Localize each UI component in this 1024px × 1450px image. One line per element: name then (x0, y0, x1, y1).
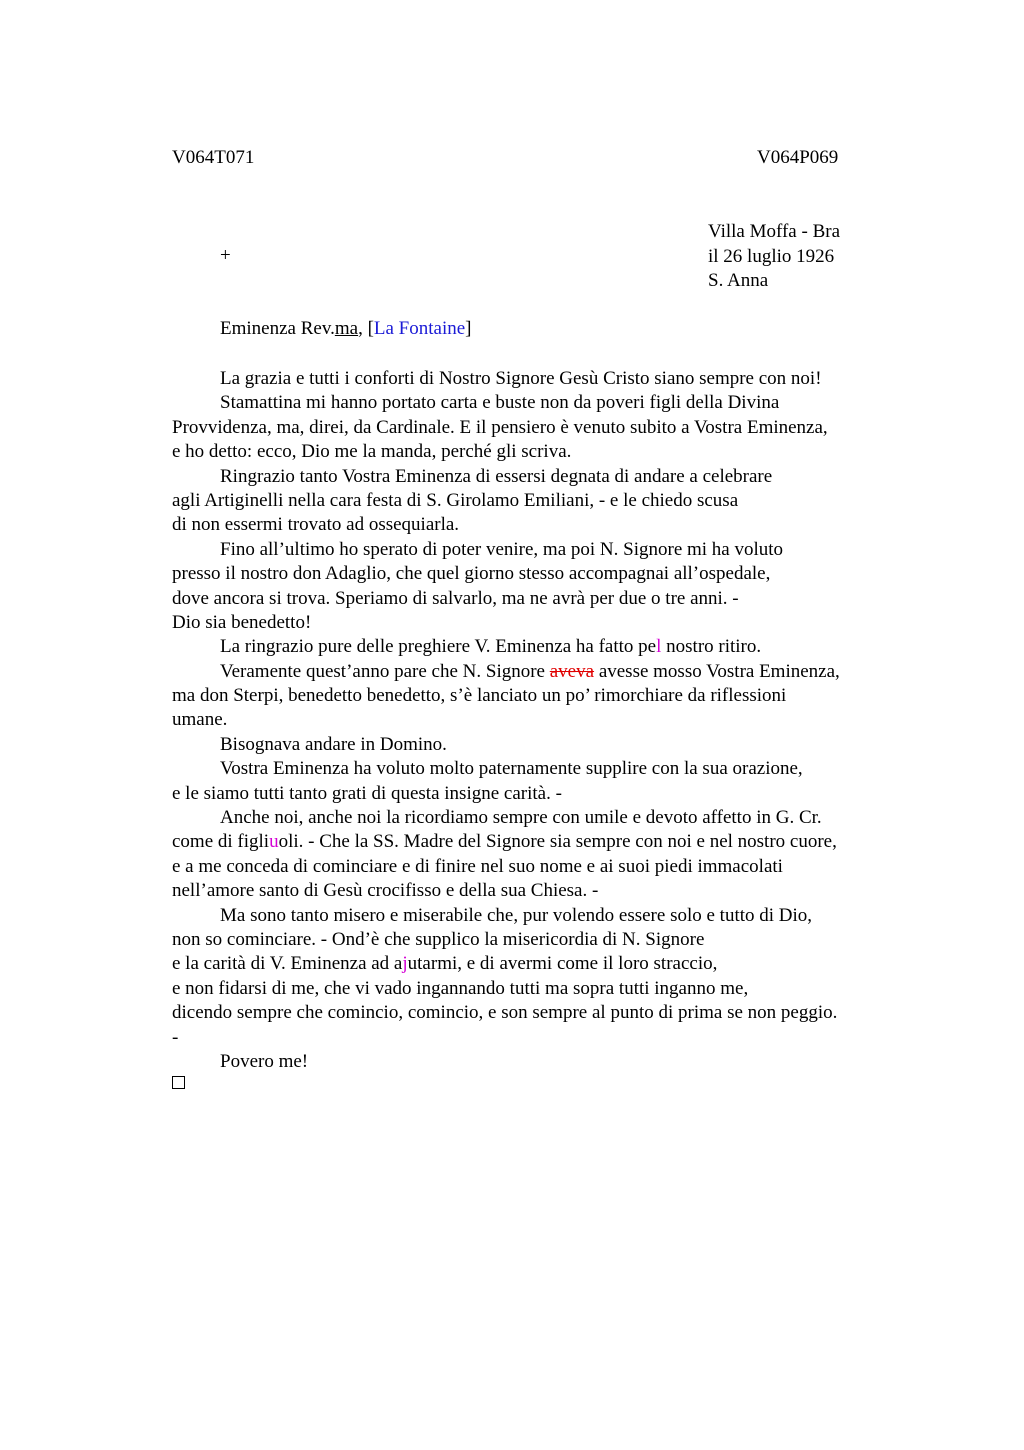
text-line (172, 660, 912, 684)
recipient-name-link[interactable]: La Fontaine (373, 318, 466, 339)
salutation-sep: , [ (358, 318, 374, 339)
text-line: e le siamo tutti tanto grati di questa insigne carità. - (172, 782, 562, 804)
text-line: e non fidarsi di me, che vi vado ingannando tutti ma sopra tutti inganno me, (172, 977, 749, 999)
text-line: - (172, 1026, 179, 1048)
editorial-insertion: u (269, 831, 279, 853)
salutation-close: ] (465, 318, 472, 339)
text-segment: nostro ritiro. (661, 636, 762, 658)
text-line: nell’amore santo di Gesù crocifisso e della sua Chiesa. - (172, 880, 599, 902)
text-line: e a me conceda di cominciare e di finire nel suo nome e ai suoi piedi immacolati (172, 855, 783, 877)
text-line: agli Artiginelli nella cara festa di S. Girolamo Emiliani, - e le chiedo scusa (172, 489, 739, 511)
text-line: dicendo sempre che comincio, comincio, e son sempre al punto di prima se non peggio. (172, 1002, 838, 1024)
editorial-insertion: l (656, 636, 662, 658)
text-line: di non essermi trovato ad ossequiarla. (172, 514, 460, 536)
document-code-right: V064P069 (757, 147, 839, 168)
salutation-abbr: ma (334, 318, 359, 339)
text-line (172, 635, 912, 659)
salutation (220, 317, 472, 341)
text-line: Provvidenza, ma, direi, da Cardinale. E il pensiero è venuto subito a Vostra Eminenza, (172, 416, 828, 438)
text-line: e ho detto: ecco, Dio me la manda, perché gli scriva. (172, 441, 572, 463)
place-date-block (708, 220, 840, 294)
editorial-deletion: aveva (549, 660, 595, 682)
text-line (172, 830, 912, 854)
text-line: Fino all’ultimo ho sperato di poter venire, ma poi N. Signore mi ha voluto (220, 538, 784, 560)
text-line: Ringrazio tanto Vostra Eminenza di essersi degnata di andare a celebrare (220, 465, 773, 487)
text-line: presso il nostro don Adaglio, che quel giorno stesso accompagnai all’ospedale, (172, 563, 771, 585)
text-segment: utarmi, e di avermi come il loro straccio, (407, 953, 718, 975)
text-segment: La ringrazio pure delle preghiere V. Eminenza ha fatto pe (220, 636, 657, 658)
text-line: ma don Sterpi, benedetto benedetto, s’è lanciato un po’ rimorchiare da riflessioni (172, 685, 787, 707)
text-line: La grazia e tutti i conforti di Nostro Signore Gesù Cristo siano sempre con noi! (220, 368, 822, 389)
text-line: Anche noi, anche noi la ricordiamo sempre con umile e devoto affetto in G. Cr. (220, 807, 822, 829)
text-line (172, 952, 912, 976)
text-line: dove ancora si trova. Speriamo di salvarlo, ma ne avrà per due o tre anni. - (172, 587, 739, 609)
text-segment: oli. - Che la SS. Madre del Signore sia sempre con noi e nel nostro cuore, (278, 831, 837, 853)
text-line: umane. (172, 709, 228, 731)
salutation-prefix: Eminenza Rev. (220, 318, 335, 339)
text-segment: Veramente quest’anno pare che N. Signore (220, 660, 550, 682)
place-line: Villa Moffa - Bra (708, 221, 840, 242)
text-line: Stamattina mi hanno portato carta e buste non da poveri figli della Divina (220, 392, 780, 414)
text-line: Povero me! (220, 1050, 309, 1072)
text-line: Ma sono tanto misero e miserabile che, pur volendo essere solo e tutto di Dio, (220, 904, 813, 926)
text-segment: e la carità di V. Eminenza ad a (172, 953, 403, 975)
end-box-icon (172, 1076, 185, 1089)
text-line: Vostra Eminenza ha voluto molto paternamente supplire con la sua orazione, (220, 758, 803, 780)
document-code-left: V064T071 (172, 147, 255, 168)
text-line: Dio sia benedetto! (172, 611, 312, 633)
cross-symbol: + (220, 245, 231, 266)
letter-body (172, 367, 912, 1074)
text-line: non so cominciare. - Ond’è che supplico la misericordia di N. Signore (172, 928, 705, 950)
editorial-insertion: j (402, 953, 408, 975)
feast-line: S. Anna (708, 270, 769, 291)
text-line: Bisognava andare in Domino. (220, 733, 447, 755)
text-segment: come di figli (172, 831, 270, 853)
text-segment: avesse mosso Vostra Eminenza, (594, 660, 840, 682)
date-line: il 26 luglio 1926 (708, 245, 835, 267)
